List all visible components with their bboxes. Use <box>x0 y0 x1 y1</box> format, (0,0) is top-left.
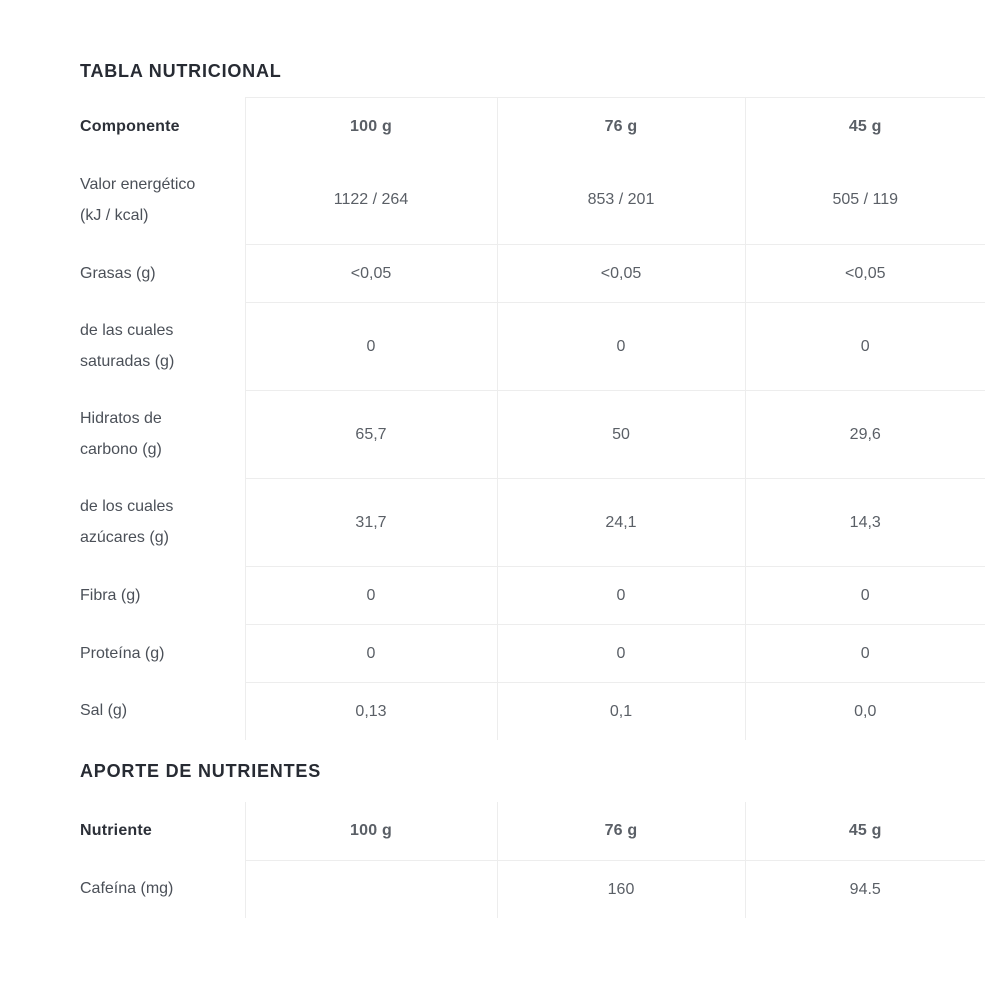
value-cell: 0 <box>245 566 497 624</box>
nutrients-header-row <box>80 802 985 861</box>
nutrients-table-title: APORTE DE NUTRIENTES <box>80 760 322 781</box>
column-header-76g: 76 g <box>497 98 745 157</box>
column-header-45g: 45 g <box>745 802 985 861</box>
table-row-proteina <box>80 624 985 682</box>
table-row-azucares <box>80 478 985 566</box>
value-cell: 853 / 201 <box>497 156 745 244</box>
row-label: Cafeína (mg) <box>80 880 174 898</box>
table-row-grasas <box>80 244 985 302</box>
value-cell: <0,05 <box>497 244 745 302</box>
row-label: Proteína (g) <box>80 644 165 662</box>
row-label: Fibra (g) <box>80 586 141 604</box>
value-cell: 0 <box>745 624 985 682</box>
column-header-100g: 100 g <box>245 802 497 861</box>
row-label: Valor energético (kJ / kcal) <box>80 176 196 224</box>
value-cell <box>245 860 497 918</box>
column-header-componente: Componente <box>80 117 180 135</box>
nutrients-table <box>80 802 985 918</box>
value-cell: 0 <box>745 302 985 390</box>
table-row-hidratos <box>80 390 985 478</box>
value-cell: 0 <box>245 624 497 682</box>
value-cell: 160 <box>497 860 745 918</box>
table-row-valor-energetico <box>80 156 985 244</box>
value-cell: 0,13 <box>245 682 497 740</box>
table-row-sal <box>80 682 985 740</box>
value-cell: 14,3 <box>745 478 985 566</box>
value-cell: 0 <box>497 302 745 390</box>
value-cell: 31,7 <box>245 478 497 566</box>
value-cell: <0,05 <box>745 244 985 302</box>
row-label: Sal (g) <box>80 702 128 720</box>
table-row-saturadas <box>80 302 985 390</box>
column-header-45g: 45 g <box>745 98 985 157</box>
value-cell: 29,6 <box>745 390 985 478</box>
value-cell: 0 <box>745 566 985 624</box>
row-label: Hidratos de carbono (g) <box>80 410 162 458</box>
value-cell: 0,0 <box>745 682 985 740</box>
value-cell: 24,1 <box>497 478 745 566</box>
value-cell: <0,05 <box>245 244 497 302</box>
value-cell: 65,7 <box>245 390 497 478</box>
row-label: de las cuales saturadas (g) <box>80 322 175 370</box>
value-cell: 0,1 <box>497 682 745 740</box>
value-cell: 505 / 119 <box>745 156 985 244</box>
nutrition-table-title: TABLA NUTRICIONAL <box>80 61 282 81</box>
row-label: de los cuales azúcares (g) <box>80 498 174 546</box>
nutrition-header-row <box>80 98 985 157</box>
column-header-nutriente: Nutriente <box>80 821 153 839</box>
column-header-100g: 100 g <box>245 98 497 157</box>
table-row-cafeina <box>80 860 985 918</box>
value-cell: 0 <box>245 302 497 390</box>
value-cell: 50 <box>497 390 745 478</box>
column-header-76g: 76 g <box>497 802 745 861</box>
value-cell: 1122 / 264 <box>245 156 497 244</box>
value-cell: 0 <box>497 566 745 624</box>
row-label: Grasas (g) <box>80 264 156 282</box>
table-row-fibra <box>80 566 985 624</box>
nutrition-table <box>80 97 985 740</box>
value-cell: 0 <box>497 624 745 682</box>
value-cell: 94.5 <box>745 860 985 918</box>
